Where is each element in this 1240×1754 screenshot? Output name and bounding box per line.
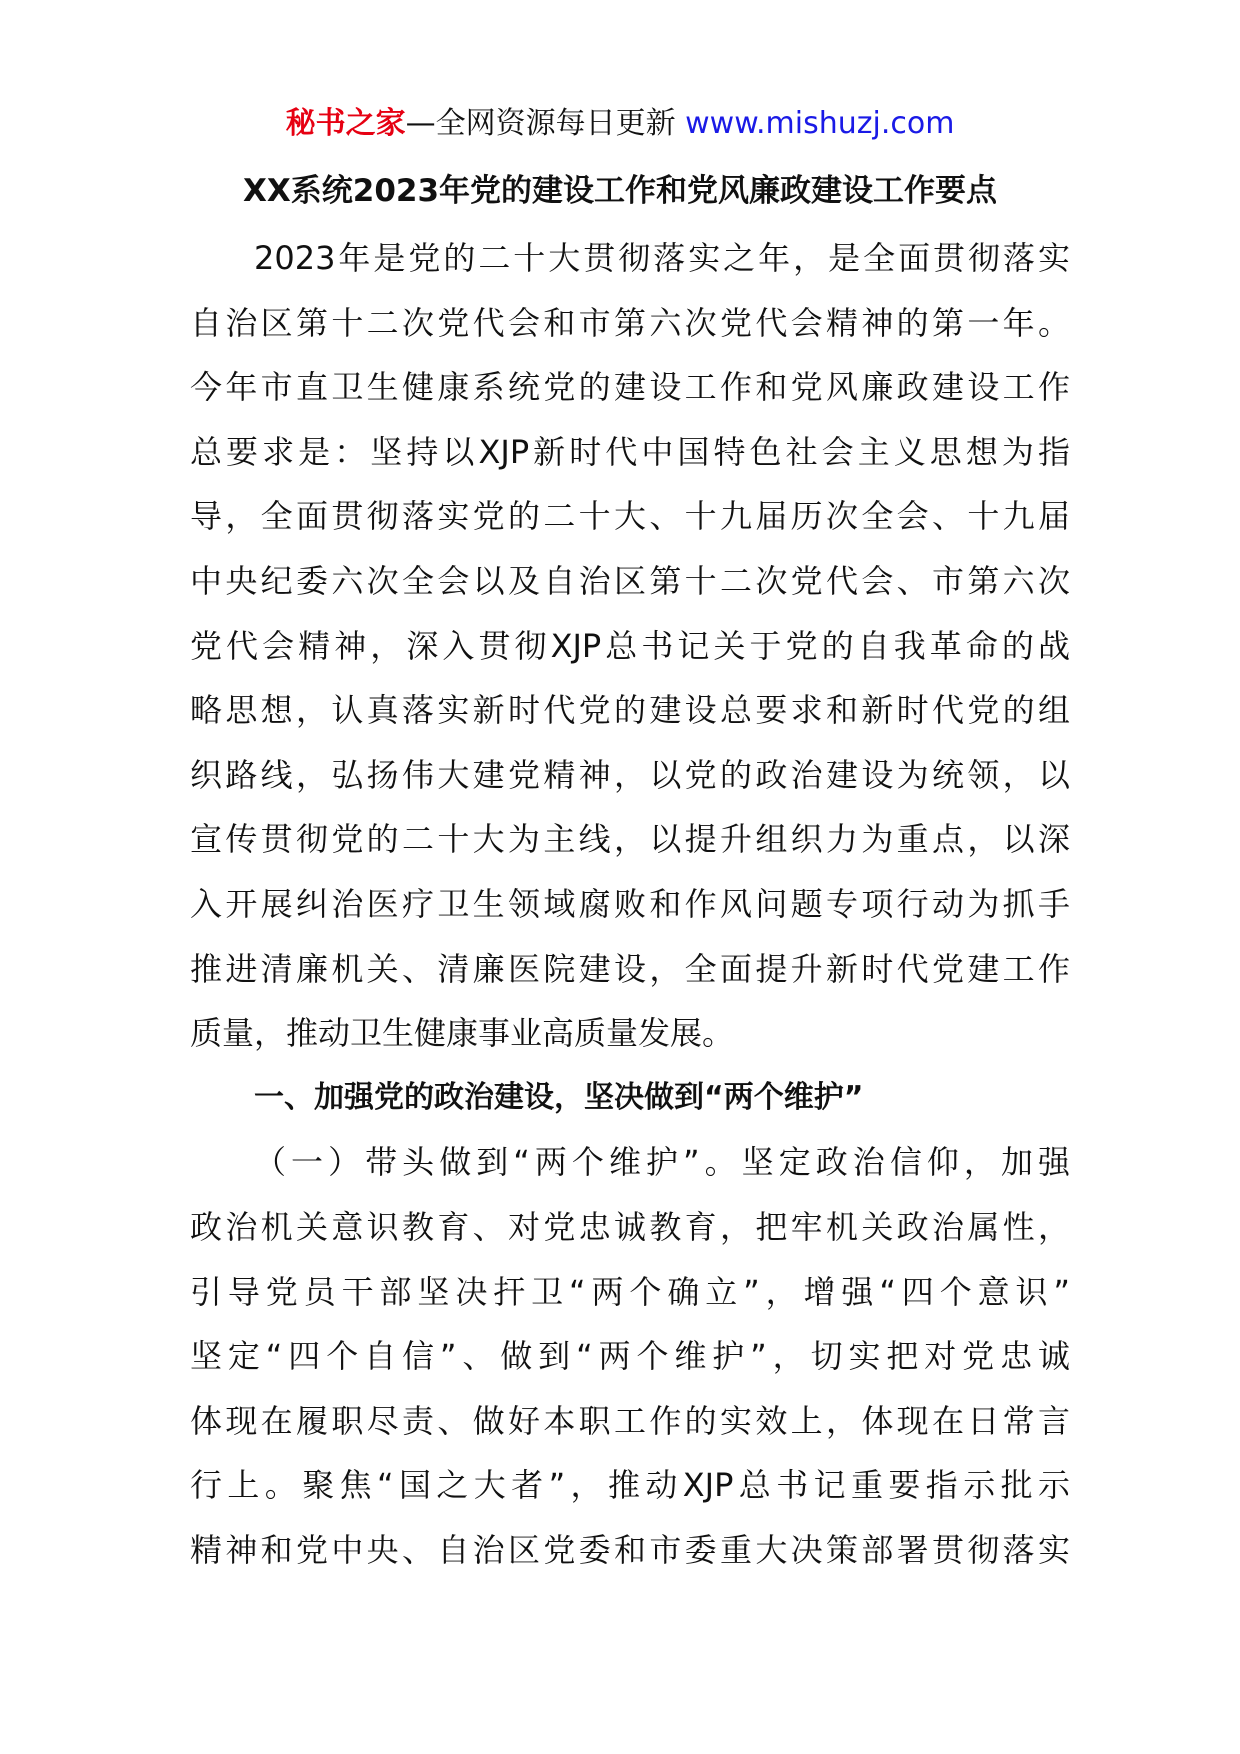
body-line: 推进清廉机关、清廉医院建设，全面提升新时代党建工作	[190, 949, 1070, 988]
body-line: 略思想，认真落实新时代党的建设总要求和新时代党的组	[190, 691, 1070, 730]
body-line: 今年市直卫生健康系统党的建设工作和党风廉政建设工作	[190, 368, 1070, 407]
body-line: 坚定“四个自信”、做到“两个维护”，切实把对党忠诚	[190, 1337, 1070, 1376]
site-watermark-header	[0, 100, 1240, 148]
brand-name: 秘书之家	[285, 106, 406, 141]
body-line: 行上。聚焦“国之大者”，推动XJP总书记重要指示批示	[190, 1466, 1070, 1505]
body-line: 导，全面贯彻落实党的二十大、十九届历次全会、十九届	[190, 497, 1070, 536]
body-line: 宣传贯彻党的二十大为主线，以提升组织力为重点，以深	[190, 820, 1070, 859]
document-title: XX系统2023年党的建设工作和党风廉政建设工作要点	[242, 173, 998, 209]
body-line: 自治区第十二次党代会和市第六次党代会精神的第一年。	[190, 303, 1070, 342]
brand-slogan: —全网资源每日更新	[405, 106, 676, 141]
body-line: 引导党员干部坚决扞卫“两个确立”，增强“四个意识”	[190, 1272, 1070, 1311]
body-line: 总要求是：坚持以XJP新时代中国特色社会主义思想为指	[190, 432, 1070, 471]
body-line: 入开展纠治医疗卫生领域腐败和作风问题专项行动为抓手	[190, 884, 1070, 923]
site-url[interactable]: www.mishuzj.com	[685, 106, 955, 141]
body-line: 中央纪委六次全会以及自治区第十二次党代会、市第六次	[190, 561, 1070, 600]
body-line: 政治机关意识教育、对党忠诚教育，把牢机关政治属性，	[190, 1207, 1070, 1246]
body-line: 体现在履职尽责、做好本职工作的实效上，体现在日常言	[190, 1401, 1070, 1440]
body-line: （一）带头做到“两个维护”。坚定政治信仰，加强	[254, 1143, 1070, 1182]
body-line: 党代会精神，深入贯彻XJP总书记关于党的自我革命的战	[190, 626, 1070, 665]
document-body	[190, 226, 1070, 1582]
body-line: 织路线，弘扬伟大建党精神，以党的政治建设为统领，以	[190, 755, 1070, 794]
body-line: 质量，推动卫生健康事业高质量发展。	[190, 1014, 735, 1053]
body-line: 2023年是党的二十大贯彻落实之年，是全面贯彻落实	[254, 239, 1070, 277]
body-line: 精神和党中央、自治区党委和市委重大决策部署贯彻落实	[190, 1530, 1070, 1569]
section-heading: 一、加强党的政治建设，坚决做到“两个维护”	[254, 1079, 864, 1115]
